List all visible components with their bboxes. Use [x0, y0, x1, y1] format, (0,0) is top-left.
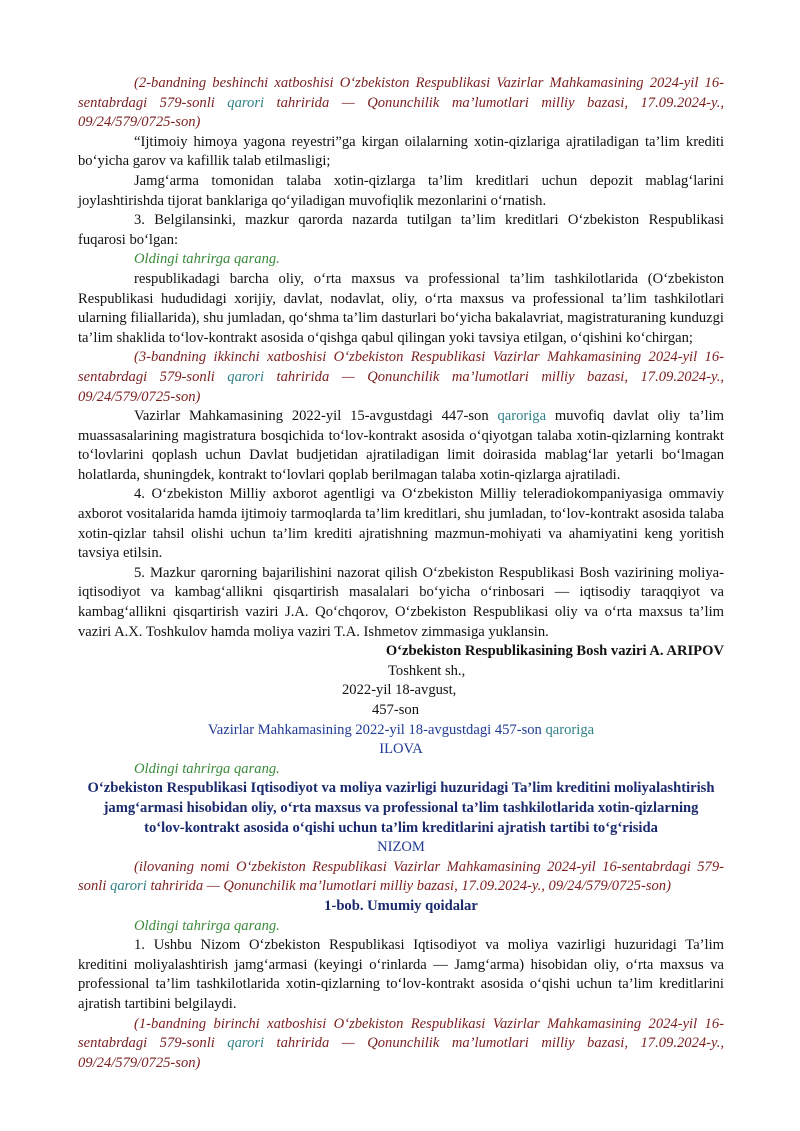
paragraph: 4. O‘zbekiston Milliy axborot agentligi va O‘zbekiston Milliy teleradiokompaniyasiga ommaviy axborot vositalarida hamda ijtimoiy tarmoqlarda ta’lim kreditlari, shu jumladan, to‘lov-kontrakt asosida talaba xotin-qizlar tahsil olishi uchun ta’lim krediti ajratishning mazmun-mohiyati va ahamiyatini keng yoritish tavsiya etilsin.	[78, 486, 724, 562]
amendment-note	[78, 348, 724, 407]
note-text: (2-bandning beshinchi xatboshisi O‘zbekiston Respublikasi Vazirlar Mahkamasining 2024-yil 16-sentabrdagi 579-sonli	[78, 75, 724, 111]
signature: O‘zbekiston Respublikasining Bosh vaziri A. ARIPOV	[385, 643, 724, 660]
paragraph	[78, 407, 724, 485]
amendment-note	[78, 1015, 724, 1074]
decree-link[interactable]: qarori	[227, 94, 265, 111]
note-text: tahririda — Qonunchilik ma’lumotlari milliy bazasi, 17.09.2024-y., 09/24/579/0725-son)	[78, 94, 724, 131]
paragraph-text: Vazirlar Mahkamasining 2022-yil 15-avgustdagi 447-son	[134, 408, 498, 425]
document-page	[78, 74, 724, 1073]
paragraph: 3. Belgilansinki, mazkur qarorda nazarda tutilgan ta’lim kreditlari O‘zbekiston Respublikasi fuqarosi bo‘lgan:	[78, 212, 724, 248]
decree-link[interactable]: qaroriga	[545, 721, 595, 738]
amendment-note	[78, 858, 724, 897]
annex-reference	[78, 721, 724, 741]
note-text: tahririda — Qonunchilik ma’lumotlari milliy bazasi, 17.09.2024-y., 09/24/579/0725-son)	[146, 878, 671, 895]
previous-edition-link[interactable]: Oldingi tahrirga qarang.	[134, 917, 280, 934]
note-text: tahririda — Qonunchilik ma’lumotlari milliy bazasi, 17.09.2024-y., 09/24/579/0725-son)	[78, 1035, 724, 1071]
decree-link[interactable]: qarori	[227, 1035, 265, 1052]
chapter-heading: 1-bob. Umumiy qoidalar	[324, 897, 478, 914]
note-text: (3-bandning ikkinchi xatboshisi O‘zbekiston Respublikasi Vazirlar Mahkamasining 2024-yil 16-sentabrdagi 579-sonli	[78, 349, 724, 385]
paragraph: Jamg‘arma tomonidan talaba xotin-qizlarga ta’lim kreditlari uchun depozit mablag‘larini joylashtirishda tijorat banklariga qo‘yiladigan muvofiqlik mezonlarini o‘rnatish.	[78, 172, 724, 209]
date: 2022-yil 18-avgust,	[342, 682, 457, 699]
annex-label: ILOVA	[379, 741, 423, 758]
paragraph-text: muvofiq davlat oliy ta’lim muassasalarining magistratura bosqichida to‘lov-kontrakt asosida o‘qiyotgan talaba xotin-qizlarning kontrakt to‘lovlarini qoplash uchun Davlat budjetidan ajratiladigan limit doirasida mablag‘lar yetarli bo‘lmagan holatlarda, shuningdek, kontrakt to‘lovlari qoplab berilmagan talaba xotin-qizlarga ajratiladi.	[78, 408, 724, 483]
annex-reference-text: Vazirlar Mahkamasining 2022-yil 18-avgustdagi 457-son	[207, 721, 546, 738]
previous-edition-link[interactable]: Oldingi tahrirga qarang.	[134, 251, 280, 268]
note-text: (1-bandning birinchi xatboshisi O‘zbekiston Respublikasi Vazirlar Mahkamasining 2024-yil 16-sentabrdagi 579-sonli	[78, 1015, 724, 1052]
decree-link[interactable]: qarori	[227, 368, 265, 385]
place: Toshkent sh.,	[388, 662, 466, 679]
document-title: O‘zbekiston Respublikasi Iqtisodiyot va moliya vazirligi huzuridagi Ta’lim kreditini moliyalashtirish jamg‘armasi hisobidan oliy, o‘rta maxsus va professional ta’lim tashkilotlarida xotin-qizlarning to‘lov-kontrakt asosida o‘qishi uchun ta’lim kreditlarini ajratish tartibi to‘g‘risida	[87, 780, 715, 836]
paragraph: 5. Mazkur qarorning bajarilishini nazorat qilish O‘zbekiston Respublikasi Bosh vazirining moliya-iqtisodiyot va kambag‘allikni qisqartirish masalalari bo‘yicha o‘rinbosari — iqtisodiy taraqqiyot va kambag‘allikni qisqartirish vaziri J.A. Qo‘chqorov, O‘zbekiston Respublikasi oliy va o‘rta maxsus ta’lim vaziri A.X. Toshkulov hamda moliya vaziri T.A. Ishmetov zimmasiga yuklansin.	[78, 564, 724, 640]
paragraph: 1. Ushbu Nizom O‘zbekiston Respublikasi Iqtisodiyot va moliya vazirligi huzuridagi Ta’lim kreditini moliyalashtirish jamg‘armasi (keyingi o‘rinlarda — Jamg‘arma) hisobidan oliy, o‘rta maxsus va professional ta’lim tashkilotlarida xotin-qizlarning to‘lov-kontrakt asosida o‘qishi uchun ta’lim kreditlarini ajratish tartibini belgilaydi.	[78, 937, 724, 1012]
decree-link[interactable]: qaroriga	[497, 408, 547, 425]
note-text: (ilovaning nomi O‘zbekiston Respublikasi Vazirlar Mahkamasining 2024-yil 16-sentabrdagi 579-sonli	[78, 858, 724, 895]
paragraph: “Ijtimoiy himoya yagona reyestri”ga kirgan oilalarning xotin-qizlariga ajratiladigan ta’lim krediti bo‘yicha garov va kafillik talab etilmasligi;	[78, 133, 724, 170]
decree-number: 457-son	[372, 702, 420, 718]
note-text: tahririda — Qonunchilik ma’lumotlari milliy bazasi, 17.09.2024-y., 09/24/579/0725-son)	[78, 368, 724, 405]
amendment-note	[78, 74, 724, 133]
previous-edition-link[interactable]: Oldingi tahrirga qarang.	[134, 760, 280, 777]
nizom-label: NIZOM	[377, 839, 425, 856]
decree-link[interactable]: qarori	[110, 878, 147, 895]
paragraph: respublikadagi barcha oliy, o‘rta maxsus va professional ta’lim tashkilotlarida (O‘zbekiston Respublikasi hududidagi xorijiy, davlat, nodavlat, oliy, o‘rta maxsus va professional ta’lim tashkilotlari ularning filiallarida), shu jumladan, qo‘shma ta’lim dasturlari bo‘yicha bakalavriat, magistraturaning kunduzgi ta’lim shaklida to‘lov-kontrakt asosida o‘qishga qabul qilingan yoki tavsiya etilgan, o‘qishini ko‘chirgan;	[78, 270, 724, 346]
